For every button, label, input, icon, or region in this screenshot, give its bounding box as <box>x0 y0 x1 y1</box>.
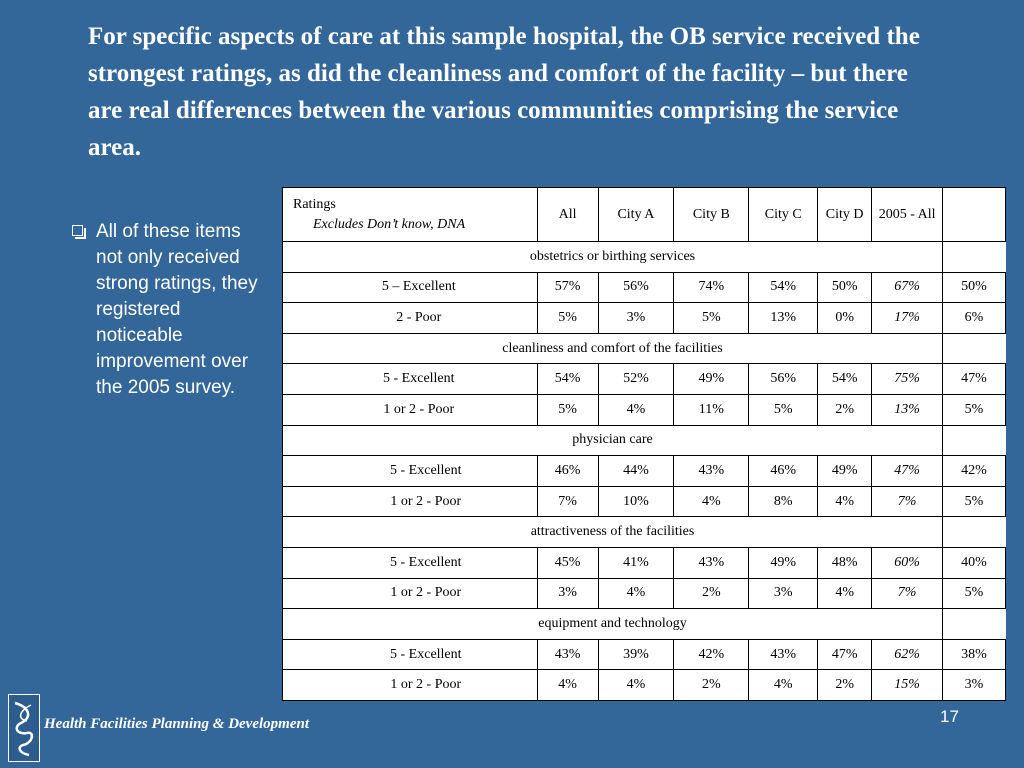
header-col-city-c: City C <box>749 188 818 242</box>
table-row <box>283 486 1006 517</box>
table-cell: 48% <box>818 547 872 578</box>
table-cell: 60% <box>872 547 943 578</box>
table-cell: 43% <box>537 639 598 670</box>
row-label: 5 - Excellent <box>283 364 538 395</box>
header-ratings-note: Excludes Don’t know, DNA <box>313 216 466 232</box>
table-cell: 0% <box>818 303 872 334</box>
table-cell: 4% <box>749 670 818 701</box>
section-title: attractiveness of the facilities <box>283 517 943 548</box>
table-cell: 49% <box>674 364 749 395</box>
table-cell: 5% <box>537 394 598 425</box>
section-row <box>283 517 1006 548</box>
ratings-table <box>282 187 1006 701</box>
table-cell: 46% <box>537 456 598 487</box>
table-cell: 4% <box>818 486 872 517</box>
row-label: 1 or 2 - Poor <box>283 394 538 425</box>
table-cell: 4% <box>598 394 674 425</box>
table-row <box>283 394 1006 425</box>
table-cell: 5% <box>943 486 1006 517</box>
table-cell: 3% <box>537 578 598 609</box>
header-col-all: All <box>537 188 598 242</box>
bullet-point <box>72 219 272 401</box>
table-cell: 5% <box>537 303 598 334</box>
table-cell: 50% <box>818 272 872 303</box>
table-cell: 17% <box>872 303 943 334</box>
header-col-city-e: 2005 - All <box>872 188 943 242</box>
table-cell: 43% <box>749 639 818 670</box>
section-title: obstetrics or birthing services <box>283 242 943 273</box>
table-cell: 38% <box>943 639 1006 670</box>
header-col-city-b: City B <box>674 188 749 242</box>
table-cell: 4% <box>674 486 749 517</box>
table-row <box>283 639 1006 670</box>
table-cell: 5% <box>943 394 1006 425</box>
table-cell: 54% <box>749 272 818 303</box>
table-cell: 10% <box>598 486 674 517</box>
table-cell: 74% <box>674 272 749 303</box>
row-label: 1 or 2 - Poor <box>283 486 538 517</box>
slide-title: For specific aspects of care at this sample hospital, the OB service received the strongest ratings, as did the cleanliness and comfort of the facility – but there are real differences between the various communities comprising the service area. <box>88 23 920 161</box>
table-cell: 4% <box>537 670 598 701</box>
table-row <box>283 547 1006 578</box>
table-cell: 4% <box>818 578 872 609</box>
header-ratings-label: Ratings <box>293 196 336 212</box>
table-cell: 3% <box>749 578 818 609</box>
table-cell: 8% <box>749 486 818 517</box>
table-cell: 3% <box>598 303 674 334</box>
table-cell: 2% <box>818 394 872 425</box>
row-label: 5 - Excellent <box>283 456 538 487</box>
row-label: 1 or 2 - Poor <box>283 670 538 701</box>
table-cell: 57% <box>537 272 598 303</box>
section-row <box>283 425 1006 456</box>
table-cell: 42% <box>943 456 1006 487</box>
table-cell: 54% <box>537 364 598 395</box>
table-cell: 40% <box>943 547 1006 578</box>
bullet-text: All of these items not only received strong ratings, they registered noticeable improvement over the 2005 survey. <box>96 221 258 398</box>
table-cell: 6% <box>943 303 1006 334</box>
table-cell: 7% <box>537 486 598 517</box>
header-ratings <box>283 188 538 242</box>
table-row <box>283 456 1006 487</box>
table-cell: 47% <box>872 456 943 487</box>
table-cell: 15% <box>872 670 943 701</box>
checkbox-bullet-icon <box>72 225 83 236</box>
footer-organization: Health Facilities Planning & Development <box>44 716 309 732</box>
table-cell: 41% <box>598 547 674 578</box>
table-row <box>283 303 1006 334</box>
hfpd-logo-icon <box>8 694 40 762</box>
table-cell: 5% <box>749 394 818 425</box>
header-col-city-d: City D <box>818 188 872 242</box>
table-cell: 2% <box>674 670 749 701</box>
table-cell: 56% <box>749 364 818 395</box>
table-cell: 13% <box>749 303 818 334</box>
header-col-city-a: City A <box>598 188 674 242</box>
header-col-2005-all <box>943 188 1006 242</box>
row-label: 5 - Excellent <box>283 547 538 578</box>
table-cell: 45% <box>537 547 598 578</box>
table-cell: 5% <box>674 303 749 334</box>
table-cell: 13% <box>872 394 943 425</box>
section-title: cleanliness and comfort of the facilities <box>283 333 943 364</box>
table-cell: 43% <box>674 547 749 578</box>
table-cell: 7% <box>872 578 943 609</box>
table-cell: 7% <box>872 486 943 517</box>
table-cell: 11% <box>674 394 749 425</box>
table-cell: 62% <box>872 639 943 670</box>
page-number: 17 <box>940 707 959 726</box>
section-row <box>283 242 1006 273</box>
table-header-row <box>283 188 1006 242</box>
table-row <box>283 364 1006 395</box>
table-row <box>283 670 1006 701</box>
row-label: 2 - Poor <box>283 303 538 334</box>
table-cell: 4% <box>598 670 674 701</box>
table-cell: 5% <box>943 578 1006 609</box>
table-cell: 47% <box>818 639 872 670</box>
row-label: 5 - Excellent <box>283 639 538 670</box>
table-row <box>283 272 1006 303</box>
table-cell: 2% <box>674 578 749 609</box>
row-label: 1 or 2 - Poor <box>283 578 538 609</box>
section-row <box>283 609 1006 640</box>
table-cell: 75% <box>872 364 943 395</box>
table-cell: 43% <box>674 456 749 487</box>
table-cell: 67% <box>872 272 943 303</box>
table-cell: 54% <box>818 364 872 395</box>
table-cell: 46% <box>749 456 818 487</box>
table-cell: 50% <box>943 272 1006 303</box>
section-title: equipment and technology <box>283 609 943 640</box>
row-label: 5 – Excellent <box>283 272 538 303</box>
table-cell: 39% <box>598 639 674 670</box>
table-cell: 49% <box>818 456 872 487</box>
table-cell: 42% <box>674 639 749 670</box>
table-cell: 52% <box>598 364 674 395</box>
table-body <box>283 242 1006 701</box>
section-row <box>283 333 1006 364</box>
table-cell: 44% <box>598 456 674 487</box>
table-cell: 4% <box>598 578 674 609</box>
table-cell: 56% <box>598 272 674 303</box>
table-row <box>283 578 1006 609</box>
table-cell: 3% <box>943 670 1006 701</box>
table-cell: 49% <box>749 547 818 578</box>
section-title: physician care <box>283 425 943 456</box>
table-cell: 47% <box>943 364 1006 395</box>
table-cell: 2% <box>818 670 872 701</box>
